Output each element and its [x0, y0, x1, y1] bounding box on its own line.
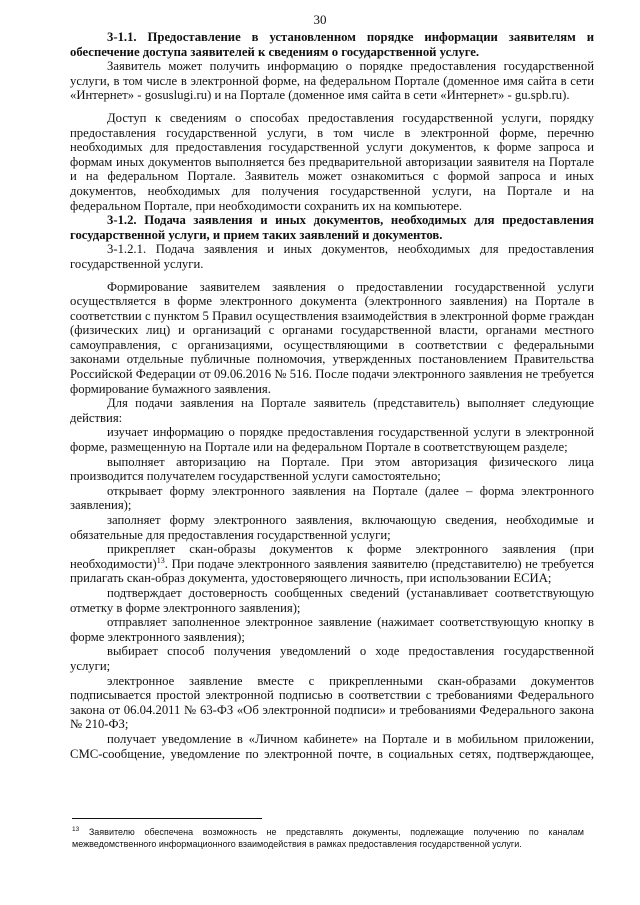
section-heading: 3-1.2. Подача заявления и иных документов, необходимых для предоставления государственной услуги, и прием таких заявлений и документов.	[70, 213, 594, 242]
document-body	[70, 30, 594, 761]
paragraph: получает уведомление в «Личном кабинете» на Портале и в мобильном приложении, СМС-сообщение, уведомление по электронной почте, в социальных сетях, подтверждающее,	[70, 731, 594, 761]
footnote	[72, 826, 584, 850]
paragraph: заполняет форму электронного заявления, включающую сведения, необходимые и обязательные для предоставления государственной услуги;	[70, 513, 594, 542]
paragraph: выбирает способ получения уведомлений о ходе предоставления государственной услуги;	[70, 644, 594, 673]
footnote-text: Заявителю обеспечена возможность не представлять документы, подлежащие получению по каналам межведомственного информационного взаимодействия в рамках предоставления государственной услуги.	[72, 827, 584, 849]
paragraph: Формирование заявителем заявления о предоставлении государственной услуги осуществляется в форме электронного документа (электронного заявления) на Портале в соответствии с пунктом 5 Правил осуществления взаимодействия в электронной форме граждан (физических лиц) и организаций с органами государственной власти, органами местного самоуправления, с организациями, осуществляющими в соответствии с федеральными законами отдельные публичные полномочия, утвержденных постановлением Правительства Российской Федерации от 09.06.2016 № 516. После подачи электронного заявления не требуется формирование бумажного заявления.	[70, 279, 594, 396]
paragraph	[70, 542, 594, 586]
paragraph: открывает форму электронного заявления на Портале (далее – форма электронного заявления);	[70, 483, 594, 513]
section-heading: 3-1.1. Предоставление в установленном порядке информации заявителям и обеспечение доступа заявителей к сведениям о государственной услуге.	[70, 30, 594, 59]
paragraph: отправляет заполненное электронное заявление (нажимает соответствующую кнопку в форме электронного заявления);	[70, 615, 594, 644]
footnote-reference: 13	[156, 555, 165, 565]
paragraph: Доступ к сведениям о способах предоставления государственной услуги, порядку предоставления государственной услуги, в том числе в электронной форме, перечню необходимых для предоставления государственной услуги документов, к форме запроса и формам иных документов выполняется без предварительной авторизации заявителя на Портале и на федеральном Портале. Заявитель может ознакомиться с формой запроса и иных документов, необходимых для получения государственной услуги, на Портале и на федеральном Портале, при необходимости сохранить их на компьютере.	[70, 110, 594, 213]
paragraph: электронное заявление вместе с прикрепленными скан-образами документов подписывается простой электронной подписью в соответствии с требованиями Федерального закона от 06.04.2011 № 63-ФЗ «Об электронной подписи» и требованиями Федерального закона № 210-ФЗ;	[70, 673, 594, 732]
paragraph: Для подачи заявления на Портале заявитель (представитель) выполняет следующие действия:	[70, 396, 594, 425]
paragraph-text: прикрепляет скан-образы документов к форме электронного заявления (при необходимости)	[70, 542, 594, 571]
paragraph: 3-1.2.1. Подача заявления и иных документов, необходимых для предоставления государственной услуги.	[70, 242, 594, 271]
paragraph: изучает информацию о порядке предоставления государственной услуги в электронной форме, размещенную на Портале или на федеральном Портале в соответствующем разделе;	[70, 425, 594, 455]
paragraph: Заявитель может получить информацию о порядке предоставления государственной услуги, в том числе в электронной форме, на федеральном Портале (доменное имя сайта в сети «Интернет» - gosuslugi.ru) и на Портале (доменное имя сайта в сети «Интернет» - gu.spb.ru).	[70, 59, 594, 103]
footnote-separator	[72, 818, 262, 819]
page-number: 30	[313, 12, 327, 27]
paragraph: выполняет авторизацию на Портале. При этом авторизация физического лица производится получателем государственной услуги самостоятельно;	[70, 454, 594, 484]
footnote-mark: 13	[72, 826, 80, 833]
paragraph-text: . При подаче электронного заявления заявителю (представителю) не требуется прилагать скан-образ документа, удостоверяющего личность, при использовании ЕСИА;	[70, 556, 594, 586]
paragraph: подтверждает достоверность сообщенных сведений (устанавливает соответствующую отметку в форме электронного заявления);	[70, 585, 594, 615]
